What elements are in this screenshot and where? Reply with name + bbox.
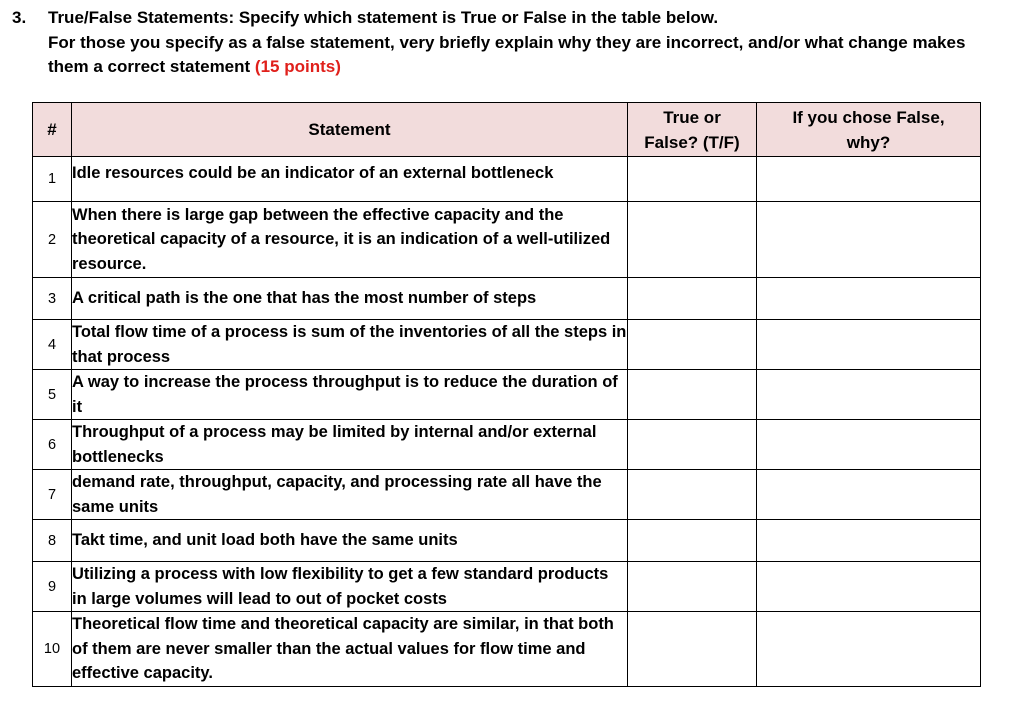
question-text <box>48 6 1012 80</box>
statement-text: Throughput of a process may be limited by internal and/or external bottlenecks <box>72 420 628 470</box>
table-row <box>33 420 981 470</box>
false-reason-cell[interactable] <box>757 562 981 612</box>
false-reason-cell[interactable] <box>757 420 981 470</box>
question-number: 3. <box>12 8 27 27</box>
header-true-false-line-1: True or <box>663 107 721 127</box>
true-false-answer-cell[interactable] <box>628 420 757 470</box>
table-row <box>33 202 981 278</box>
table-row <box>33 562 981 612</box>
true-false-answer-cell[interactable] <box>628 320 757 370</box>
statement-text: Takt time, and unit load both have the same units <box>72 520 628 562</box>
false-reason-cell[interactable] <box>757 157 981 202</box>
false-reason-cell[interactable] <box>757 470 981 520</box>
header-true-false-line-2: False? (T/F) <box>644 132 740 152</box>
false-reason-cell[interactable] <box>757 612 981 687</box>
statement-text: Theoretical flow time and theoretical capacity are similar, in that both of them are never smaller than the actual values for flow time and effective capacity. <box>72 612 628 687</box>
points-label: (15 points) <box>254 57 341 76</box>
row-number: 6 <box>33 420 72 470</box>
header-true-false <box>628 103 757 157</box>
false-reason-cell[interactable] <box>757 320 981 370</box>
true-false-answer-cell[interactable] <box>628 157 757 202</box>
question-line-3 <box>48 55 1012 80</box>
statement-text: Utilizing a process with low flexibility to get a few standard products in large volumes will lead to out of pocket costs <box>72 562 628 612</box>
table-row <box>33 320 981 370</box>
row-number: 1 <box>33 157 72 202</box>
row-number: 9 <box>33 562 72 612</box>
header-number: # <box>33 103 72 157</box>
table-row <box>33 470 981 520</box>
statement-text: When there is large gap between the effective capacity and the theoretical capacity of a resource, it is an indication of a well-utilized resource. <box>72 202 628 278</box>
false-reason-cell[interactable] <box>757 202 981 278</box>
row-number: 10 <box>33 612 72 687</box>
question-line-2: For those you specify as a false statement, very briefly explain why they are incorrect, and/or what change makes <box>48 32 966 52</box>
row-number: 7 <box>33 470 72 520</box>
header-why-line-1: If you chose False, <box>792 107 945 127</box>
statement-text: demand rate, throughput, capacity, and processing rate all have the same units <box>72 470 628 520</box>
true-false-answer-cell[interactable] <box>628 612 757 687</box>
row-number: 2 <box>33 202 72 278</box>
row-number: 4 <box>33 320 72 370</box>
row-number: 8 <box>33 520 72 562</box>
statement-text: Idle resources could be an indicator of an external bottleneck <box>72 157 628 202</box>
true-false-answer-cell[interactable] <box>628 370 757 420</box>
true-false-answer-cell[interactable] <box>628 520 757 562</box>
row-number: 5 <box>33 370 72 420</box>
header-why <box>757 103 981 157</box>
true-false-answer-cell[interactable] <box>628 202 757 278</box>
question-line-1: True/False Statements: Specify which statement is True or False in the table below. <box>48 8 719 27</box>
header-row <box>33 103 981 157</box>
false-reason-cell[interactable] <box>757 370 981 420</box>
question-block <box>12 6 1012 80</box>
table-row <box>33 278 981 320</box>
header-statement: Statement <box>72 103 628 157</box>
table-row <box>33 370 981 420</box>
header-why-line-2: why? <box>846 132 891 152</box>
table-row <box>33 157 981 202</box>
false-reason-cell[interactable] <box>757 520 981 562</box>
statement-text: A way to increase the process throughput is to reduce the duration of it <box>72 370 628 420</box>
true-false-answer-cell[interactable] <box>628 470 757 520</box>
statement-text: A critical path is the one that has the most number of steps <box>72 278 628 320</box>
table-row <box>33 612 981 687</box>
question-line-3-text: them a correct statement <box>48 57 251 76</box>
table-row <box>33 520 981 562</box>
true-false-answer-cell[interactable] <box>628 562 757 612</box>
true-false-answer-cell[interactable] <box>628 278 757 320</box>
true-false-table <box>32 102 981 687</box>
statement-text: Total flow time of a process is sum of the inventories of all the steps in that process <box>72 320 628 370</box>
row-number: 3 <box>33 278 72 320</box>
false-reason-cell[interactable] <box>757 278 981 320</box>
